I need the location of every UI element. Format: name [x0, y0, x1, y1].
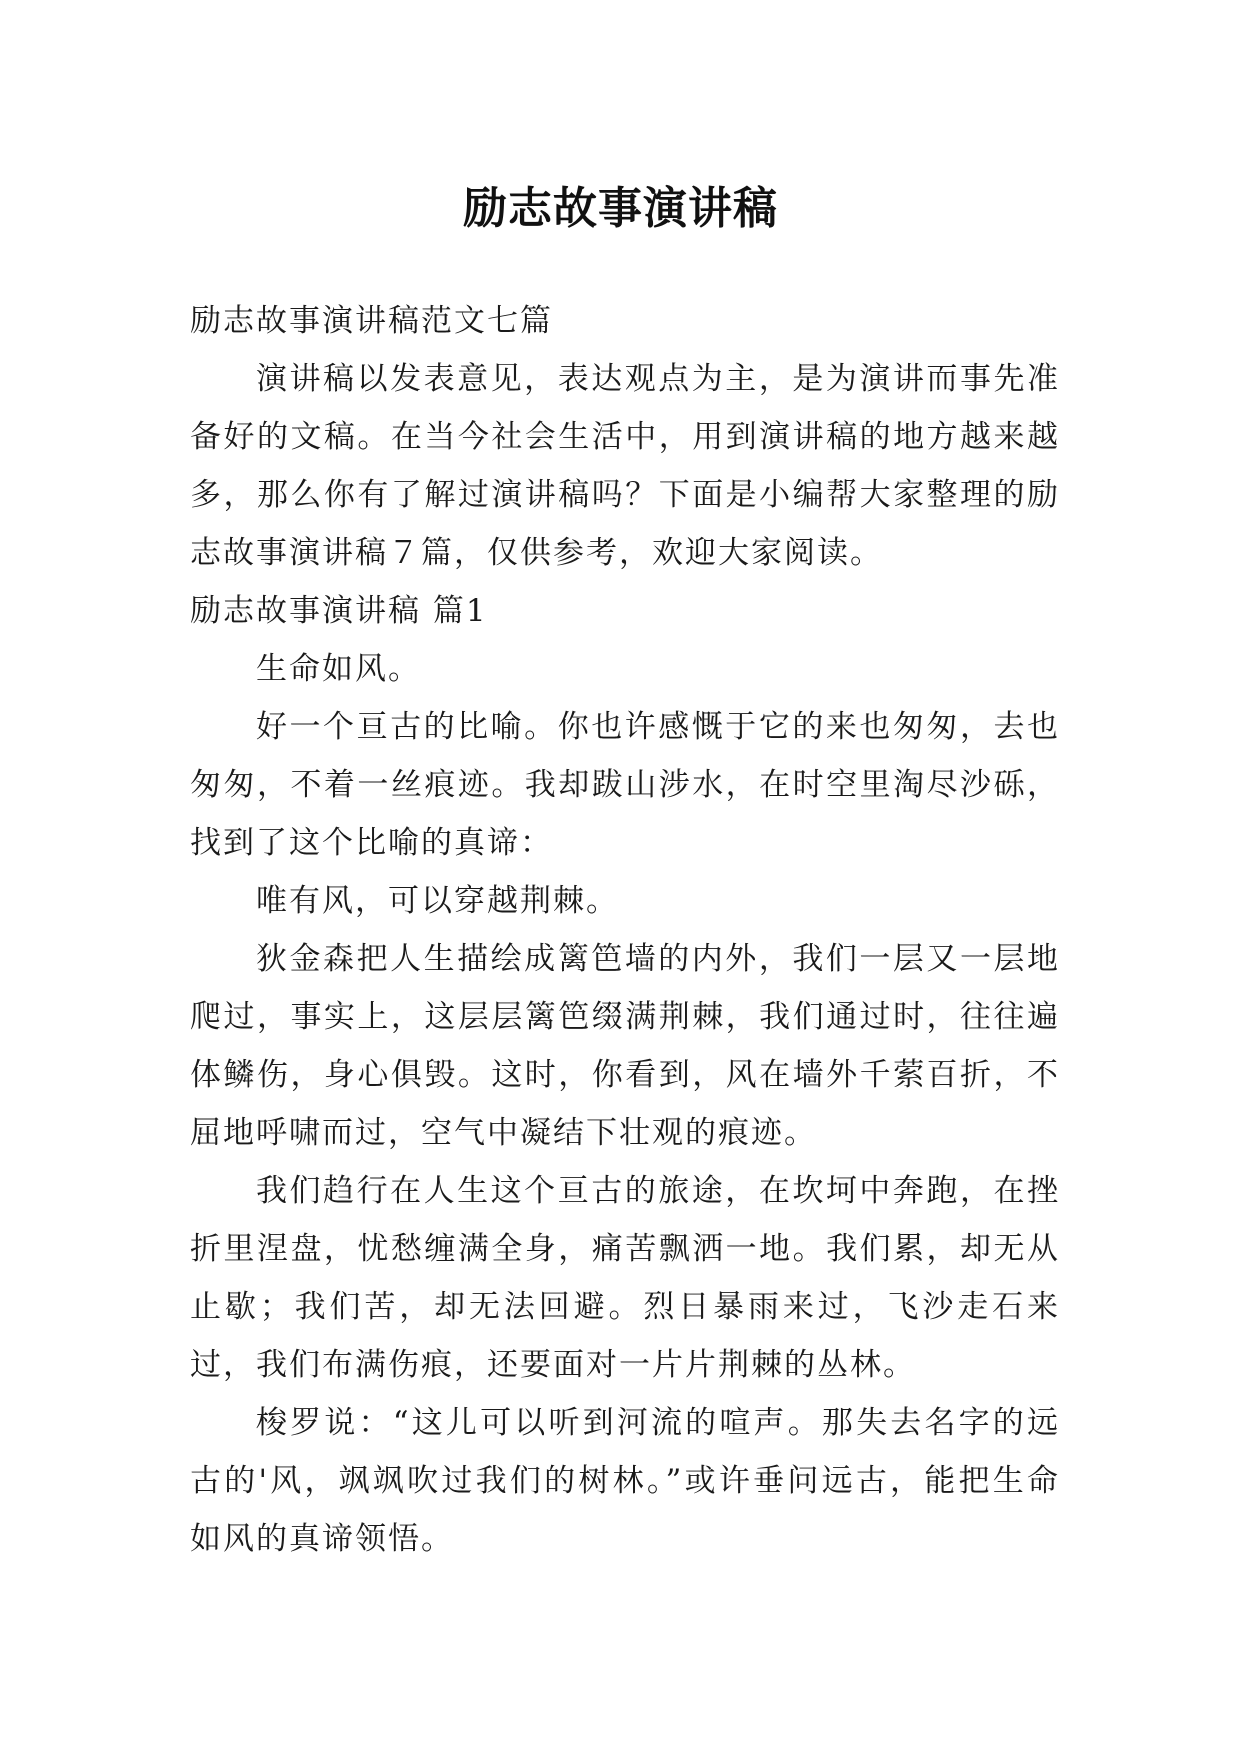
body-paragraph: 狄金森把人生描绘成篱笆墙的内外，我们一层又一层地爬过，事实上，这层层篱笆缀满荆棘，我们通过时，往往遍体鳞伤，身心俱毁。这时，你看到，风在墙外千萦百折，不屈地呼啸而过，空气中凝结下壮观的痕迹。 — [190, 941, 1060, 1151]
body-paragraph: 生命如风。 — [256, 651, 421, 687]
document-title: 励志故事演讲稿 — [463, 183, 778, 235]
body-paragraph: 好一个亘古的比喻。你也许感慨于它的来也匆匆，去也匆匆，不着一丝痕迹。我却跋山涉水，在时空里淘尽沙砾，找到了这个比喻的真谛： — [190, 709, 1060, 861]
body-paragraph: 唯有风，可以穿越荆棘。 — [256, 883, 619, 919]
intro-paragraph: 演讲稿以发表意见，表达观点为主，是为演讲而事先准备好的文稿。在当今社会生活中，用到演讲稿的地方越来越多，那么你有了解过演讲稿吗？下面是小编帮大家整理的励志故事演讲稿７篇，仅供参考，欢迎大家阅读。 — [190, 361, 1060, 571]
body-paragraph: 我们趋行在人生这个亘古的旅途，在坎坷中奔跑，在挫折里涅盘，忧愁缠满全身，痛苦飘洒一地。我们累，却无从止歇；我们苦，却无法回避。烈日暴雨来过，飞沙走石来过，我们布满伤痕，还要面对一片片荆棘的丛林。 — [190, 1173, 1060, 1383]
section-heading: 励志故事演讲稿 篇1 — [190, 593, 488, 629]
document-body — [190, 292, 1060, 1568]
body-paragraph: 梭罗说：“这儿可以听到河流的喧声。那失去名字的远古的'风，飒飒吹过我们的树林。”或许垂问远古，能把生命如风的真谛领悟。 — [190, 1405, 1060, 1557]
subtitle-paragraph: 励志故事演讲稿范文七篇 — [190, 303, 553, 339]
